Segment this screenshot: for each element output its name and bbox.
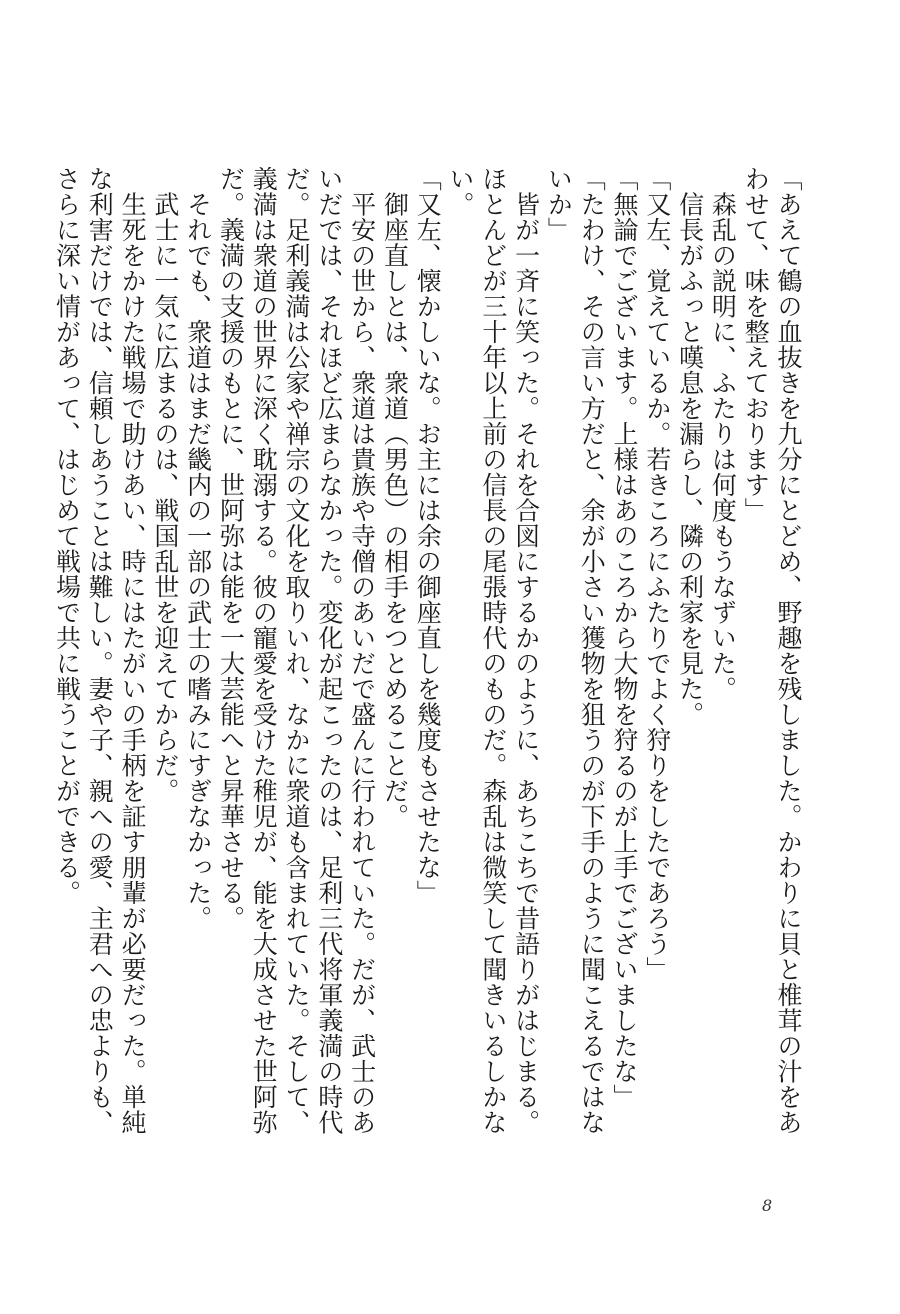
vertical-text-body — [52, 166, 804, 1146]
paragraph: 「あえて鶴の血抜きを九分にとどめ、野趣を残しました。かわりに貝と椎茸の汁をあわせて、味を整えております」 — [741, 166, 803, 1135]
paragraph: 平安の世から、衆道は貴族や寺僧のあいだで盛んに行われていた。だが、武士のあいだでは、それほど広まらなかった。変化が起こったのは、足利三代将軍義満の時代だ。足利義満は公家や禅宗の文化を取りいれ、なかに衆道も含まれていた。そして、義満は衆道の世界に深く耽溺する。彼の寵愛を受けた稚児が、能を大成させた世阿弥だ。義満の支援のもとに、世阿弥は能を一大芸能へと昇華させる。 — [216, 166, 377, 1135]
paragraph: 「又左、懐かしいな。お主には余の御座直しを幾度もさせたな」 — [413, 166, 443, 906]
paragraph: 御座直しとは、衆道（男色）の相手をつとめることだ。 — [380, 166, 410, 829]
paragraph: 「又左、覚えているか。若きころにふたりでよく狩りをしたであろう」 — [642, 166, 672, 982]
paragraph: 森乱の説明に、ふたりは何度もうなずいた。 — [708, 166, 738, 702]
paragraph: 「たわけ、その言い方だと、余が小さい獲物を狙うのが下手のように聞こえるではないか」 — [544, 166, 607, 1135]
page-number: 8 — [762, 1196, 773, 1215]
paragraph: 「無論でございます。上様はあのころから大物を狩るのが上手でございましたな」 — [610, 166, 640, 1110]
paragraph: 武士に一気に広まるのは、戦国乱世を迎えてからだ。 — [150, 166, 180, 804]
paragraph: 信長がふっと嘆息を漏らし、隣の利家を見た。 — [675, 166, 705, 727]
paragraph: 皆が一斉に笑った。それを合図にするかのように、あちこちで昔語りがはじまる。ほとんどが三十年以上前の信長の尾張時代のものだ。森乱は微笑して聞きいるしかない。 — [446, 166, 541, 1135]
paragraph: 生死をかけた戦場で助けあい、時にはたがいの手柄を証す朋輩が必要だった。単純な利害だけでは、信頼しあうことは難しい。妻や子、親への愛、主君への忠よりも、さらに深い情があって、はじめて戦場で共に戦うことができる。 — [52, 166, 148, 1135]
paragraph: それでも、衆道はまだ畿内の一部の武士の嗜みにすぎなかった。 — [183, 166, 213, 931]
